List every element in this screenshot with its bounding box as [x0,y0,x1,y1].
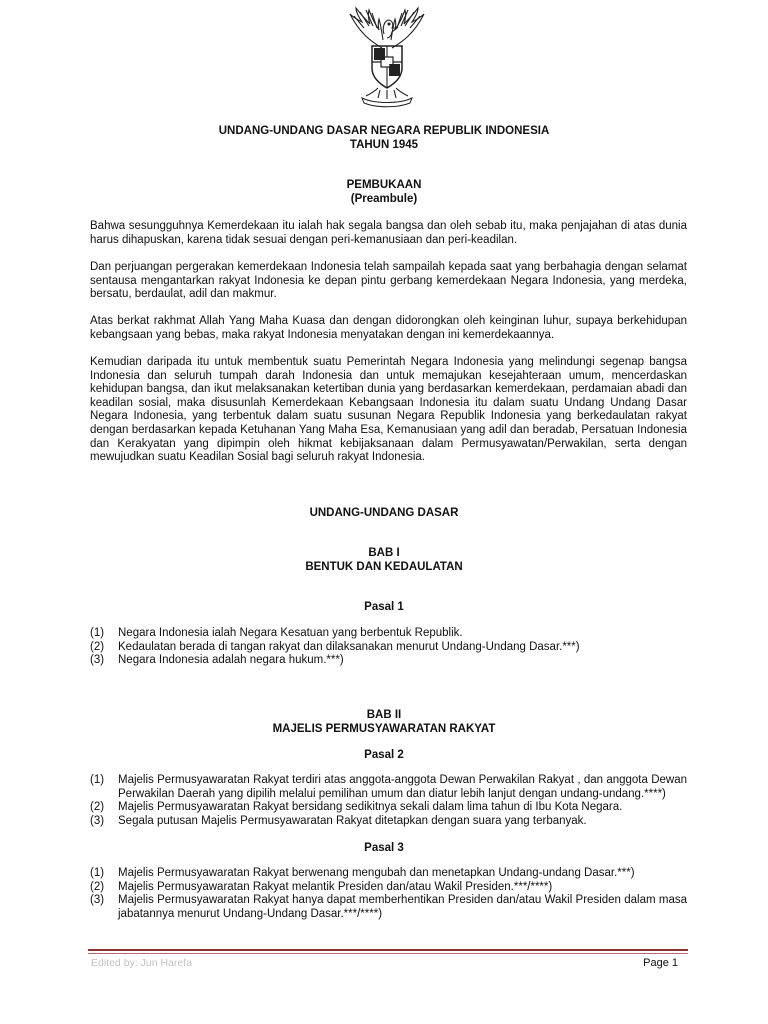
item-number: (2) [90,640,105,653]
footer-editor: Edited by: Jun Harefa [91,957,192,969]
item-text: Segala putusan Majelis Permusyawaratan Rakyat ditetapkan dengan suara yang terbanyak. [118,814,587,827]
item-text: Majelis Permusyawaratan Rakyat terdiri atas anggota-anggota Dewan Perwakilan Rakyat , dan anggota Dewan Perwakilan Daerah yang dipilih melalui pemilihan umum dan diatur lebih lanjut dengan undang-undang.****) [118,774,687,800]
footer-rule [88,949,688,951]
list-item [90,867,687,881]
list-item [90,774,687,801]
pasal2-heading: Pasal 2 [364,749,404,761]
item-text: Majelis Permusyawaratan Rakyat berwenang mengubah dan menetapkan Undang-undang Dasar.***) [118,867,635,879]
bab2-title: MAJELIS PERMUSYAWARATAN RAKYAT [272,723,496,735]
item-text: Majelis Permusyawaratan Rakyat melantik Presiden dan/atau Wakil Presiden.***/****) [118,880,553,893]
item-number: (2) [90,801,105,814]
item-text: Majelis Permusyawaratan Rakyat hanya dapat memberhentikan Presiden dan/atau Wakil Presiden dalam masa jabatannya menurut Undang-Undang Dasar.***/****) [118,894,687,920]
pasal3-list [90,867,687,921]
preamble-paragraph-3: Atas berkat rakhmat Allah Yang Maha Kuasa dan dengan didorongkan oleh keinginan luhur, supaya berkehidupan kebangsaan yang bebas, maka rakyat Indonesia menyatakan dengan ini kemerdekaannya. [90,315,687,341]
list-item [90,627,687,641]
document-title: UNDANG-UNDANG DASAR NEGARA REPUBLIK INDONESIA [218,125,550,137]
item-number: (1) [90,774,105,786]
preamble-heading: PEMBUKAAN [346,179,422,191]
item-text: Negara Indonesia adalah negara hukum.***) [118,654,344,667]
uud-heading: UNDANG-UNDANG DASAR [309,507,459,519]
list-item [90,654,687,668]
pasal1-list [90,627,687,668]
pasal1-heading: Pasal 1 [364,601,404,613]
pasal2-list [90,774,687,828]
item-text: Negara Indonesia ialah Negara Kesatuan yang berbentuk Republik. [118,627,463,639]
list-item [90,801,687,815]
list-item [90,641,687,655]
footer-rule-thin [88,953,688,954]
item-text: Majelis Permusyawaratan Rakyat bersidang sedikitnya sekali dalam lima tahun di Ibu Kota Negara. [118,801,623,814]
garuda-emblem-icon [342,4,432,108]
page-number: Page 1 [643,957,678,969]
item-number: (3) [90,814,105,827]
bab1-title: BENTUK DAN KEDAULATAN [305,561,463,573]
list-item [90,881,687,895]
item-number: (1) [90,627,105,639]
bab2-label: BAB II [366,709,402,721]
item-number: (2) [90,880,105,893]
bab1-label: BAB I [368,547,400,559]
pasal3-heading: Pasal 3 [364,842,404,854]
preamble-paragraph-1: Bahwa sesungguhnya Kemerdekaan itu ialah hak segala bangsa dan oleh sebab itu, maka penjajahan di atas dunia harus dihapuskan, karena tidak sesuai dengan peri-kemanusiaan dan peri-keadilan. [90,220,687,246]
preamble-paragraph-2: Dan perjuangan pergerakan kemerdekaan Indonesia telah sampailah kepada saat yang berbahagia dengan selamat sentausa mengantarkan rakyat Indonesia ke depan pintu gerbang kemerdekaan Negara Indonesia, yang merdeka, bersatu, berdaulat, adil dan makmur. [90,261,687,301]
document-year: TAHUN 1945 [349,139,419,151]
preamble-subheading: (Preambule) [350,193,418,205]
item-number: (1) [90,867,105,879]
item-number: (3) [90,894,105,907]
list-item [90,894,687,921]
preamble-paragraph-4: Kemudian daripada itu untuk membentuk suatu Pemerintah Negara Indonesia yang melindungi segenap bangsa Indonesia dan seluruh tumpah darah Indonesia dan untuk memajukan kesejahteraan umum, mencerdaskan kehidupan bangsa, dan ikut melaksanakan ketertiban dunia yang berdasarkan kemerdekaan, perdamaian abadi dan keadilan sosial, maka disusunlah Kemerdekaan Kebangsaan Indonesia itu dalam suatu Undang Undang Dasar Negara Indonesia, yang terbentuk dalam suatu susunan Negara Republik Indonesia yang berkedaulatan rakyat dengan berdasarkan kepada Ketuhanan Yang Maha Esa, Kemanusiaan yang adil dan beradab, Persatuan Indonesia dan Kerakyatan yang dipimpin oleh hikmat kebijaksanaan dalam Permusyawatan/Perwakilan, serta dengan mewujudkan suatu Keadilan Sosial bagi seluruh rakyat Indonesia. [90,356,687,464]
list-item [90,815,687,829]
item-number: (3) [90,654,105,667]
item-text: Kedaulatan berada di tangan rakyat dan dilaksanakan menurut Undang-Undang Dasar.***) [118,640,580,653]
